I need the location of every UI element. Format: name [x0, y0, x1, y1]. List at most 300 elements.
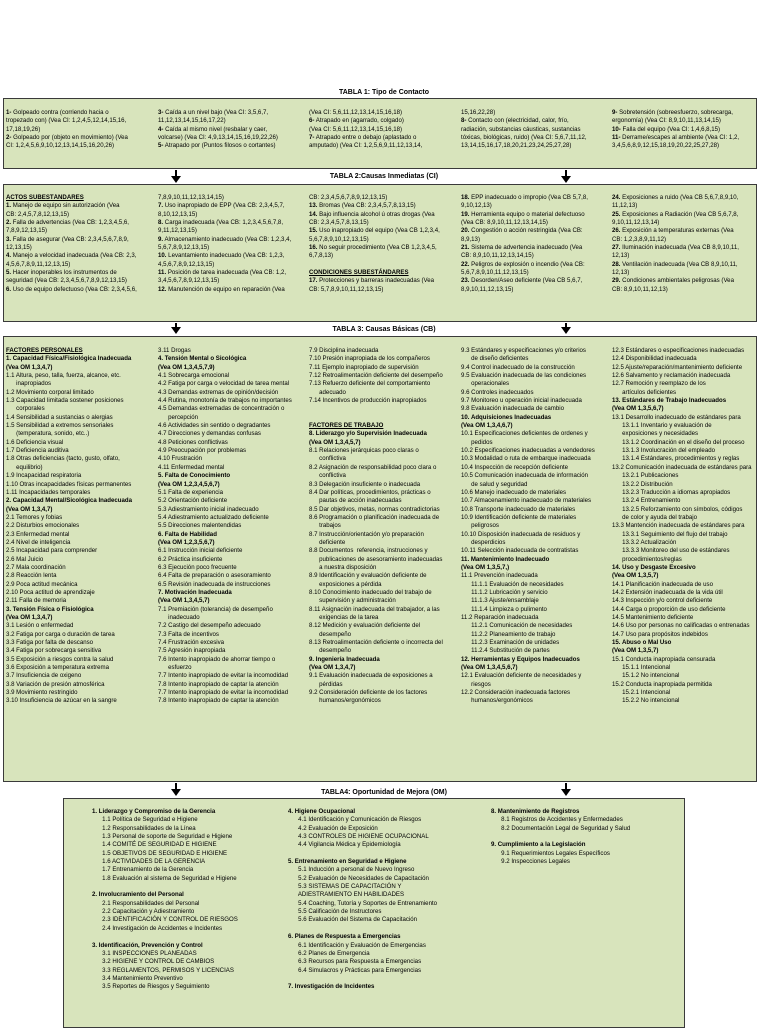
table-line: 13. Estándares de Trabajo Inadecuados	[612, 397, 727, 405]
table-line: supervisión y administración	[309, 597, 396, 605]
table-line: CB: 2,4,5,7,8,12,13,15)	[6, 210, 70, 218]
table-line: (Vea OM 1,3,4,7)	[309, 664, 356, 672]
table-line: 13,14,15,16,17,18,20,21,23,24,25,27,28)	[461, 142, 572, 150]
table-line: 5.3 Adiestramiento inicial inadecuado	[158, 505, 259, 513]
table-line: 15,16,22,28)	[461, 109, 496, 116]
item-number: 21.	[461, 244, 470, 252]
item-number: 22.	[461, 260, 470, 268]
table-line: 1.1 Altura, peso, talla, fuerza, alcance, etc.	[6, 372, 121, 380]
table-line: 7.8 Intento inapropiado de captar la atención	[158, 680, 279, 688]
table-line: a nuestra disposición	[309, 563, 377, 571]
table-line: 4.3 CONTROLES DE HIGIENE OCUPACIONAL	[288, 833, 429, 841]
table-line: 9.5 Evaluación inadecuada de las condiciones	[461, 372, 587, 380]
table-line: 8,9,13)	[461, 235, 480, 243]
item-number: 1.	[6, 202, 12, 210]
item-number: 23.	[461, 277, 470, 285]
table-line: 12,13)	[612, 269, 630, 277]
table-line: 6.4 Simulacros y Prácticas para Emergencias	[288, 966, 422, 974]
table3-col	[461, 347, 611, 706]
item-number: 17.	[309, 277, 318, 285]
table-line: 15.2.1 Intencional	[612, 689, 671, 697]
table-line: ACTOS SUBESTÁNDARES	[6, 194, 84, 201]
table3-title: TABLA 3: Causas Básicas (CB)	[332, 326, 436, 333]
item-number: 9.	[158, 235, 164, 243]
table-line: 8. Liderazgo y/o Supervisión Inadecuada	[309, 430, 427, 438]
item-number: 11.	[158, 269, 167, 277]
table-line: 8.3 Delegación insuficiente o inadecuada	[309, 480, 421, 488]
table-line: 1.10 Otras incapacidades físicas permanentes	[6, 480, 132, 488]
table-line: 3.2 Fatiga por carga o duración de tarea	[6, 630, 115, 638]
table-line: 11.1 Prevención inadecuada	[461, 572, 538, 580]
table-line: 7.7 Intento inapropiado de evitar la incomodidad	[158, 689, 289, 697]
table-line: tóxicas, biológicas, ruido) (Vea CI: 5,6,7,11,12,	[461, 134, 587, 142]
table-line: 4.7 Direcciones y demandas confusas	[158, 430, 261, 438]
table-line: 28. Ventilación inadecuada (Vea CB 8,9,10,11,	[612, 260, 738, 268]
item-number: 14.	[309, 210, 318, 218]
table-line: 11.1.2 Lubricación y servicio	[461, 588, 548, 596]
table-line: 6,7,8,13)	[309, 252, 334, 260]
table-line: conflictiva	[309, 455, 346, 463]
table-line: (Vea OM 1,3,5,7,)	[461, 563, 510, 571]
table-line: 13. Bromas (Vea CB: 2,3,4,5,7,8,13,15)	[309, 202, 416, 210]
table-line: (Vea OM 1,3,4,5,6,7)	[461, 664, 518, 672]
item-number: 1-	[6, 109, 12, 116]
table-line: 4.1 Sobrecarga emocional	[158, 372, 230, 380]
item-number: 6-	[309, 117, 315, 125]
table-line: 5.6 Evaluación del Sistema de Capacitación	[288, 916, 418, 924]
item-number: 6.	[6, 285, 12, 293]
table-line: 1.7 Deficiencia auditiva	[6, 447, 69, 455]
table-line: 13.2.2 Distribución	[612, 480, 673, 488]
table-line: trabajos	[309, 522, 341, 530]
table-line: 19. Herramienta equipo o material defectuoso	[461, 210, 585, 218]
table-line: 4.8 Peticiones conflictivas	[158, 438, 228, 446]
table1-panel	[3, 98, 757, 169]
table-line: exposiciones y necesidades	[612, 430, 699, 438]
table-line: 1.5 OBJETIVOS DE SEGURIDAD E HIGIENE	[92, 849, 228, 857]
table-line: 4,5,6,7,8,9,12,13,15)	[158, 260, 215, 268]
table-line: 16. No seguir procedimiento (Vea CB 1,2,3,4,5,	[309, 244, 437, 252]
table-line: 5. Falta de Conocimiento	[158, 472, 231, 480]
table-line: percepción	[158, 413, 198, 421]
table-line: 27. Iluminación inadecuada (Vea CB 8,9,10,11,	[612, 244, 739, 252]
table-line: 11.1.3 Ajuste/ensamblaje	[461, 597, 539, 605]
table-line: 5.1 Inducción a personal de Nuevo Ingreso	[288, 866, 415, 874]
table-line: 14.1 Planificación inadecuada de uso	[612, 580, 713, 588]
table4-col	[92, 808, 288, 992]
table-line: 7.4 Frustración excesiva	[158, 639, 225, 647]
table-line: 13.1.1 Inventario y evaluación de	[612, 422, 712, 430]
item-number: 9-	[612, 109, 618, 116]
table-line: (Vea OM 1,3,4,7)	[6, 363, 53, 371]
table-line: 13.1.4 Estándares, procedimientos y reglas	[612, 455, 740, 463]
table-line: volcarse) (Vea CI: 4,9,13,14,15,16,19,22,26)	[158, 134, 278, 142]
item-number: 18.	[461, 194, 470, 201]
table-line: 9- Sobretensión (sobreesfuerzo, sobrecarga,	[612, 109, 733, 116]
table-line: 3.3 Fatiga por falta de descanso	[6, 639, 94, 647]
table-line: 1.1 Política de Seguridad e Higiene	[92, 816, 198, 824]
table-line: equilibrio)	[6, 463, 43, 471]
table-line: 7.1 Premiación (tolerancia) de desempeño	[158, 605, 273, 613]
table-line: publicaciones de asesoramiento inadecuadas	[309, 555, 443, 563]
table-line: 4.2 Evaluación de Exposición	[288, 824, 378, 832]
table-line: 10.10 Disposición inadecuada de residuos y	[461, 530, 581, 538]
table-line: 5.5 Direcciones malentendidas	[158, 522, 242, 530]
table-line: ADIESTRAMIENTO EN HABILIDADES	[288, 891, 405, 899]
table-line: 13.1 Desarrollo inadecuado de estándares para	[612, 413, 741, 421]
table-line: 11.2.4 Substitución de partes	[461, 647, 550, 655]
table-line: 4- Caída al mismo nivel (resbalar y caer,	[158, 125, 268, 133]
table-line: exposiciones a pérdida	[309, 580, 382, 588]
table-line: 15. Uso inapropiado del equipo (Vea CB 1,2,3,4,	[309, 227, 440, 235]
table-line: 1.6 Deficiencia visual	[6, 438, 64, 446]
table1-col	[6, 109, 156, 151]
table-line: exigencias de la tarea	[309, 614, 379, 621]
table-line: corporales	[6, 405, 45, 413]
table-line: 4,5,6,7,8,9,11,12,13,15)	[6, 260, 71, 268]
table-line: 5.4 Coaching, Tutoría y Soportes de Entrenamiento	[288, 899, 438, 907]
table-line: 2. Capacidad Mental/Sicológica Inadecuada	[6, 497, 132, 505]
table-line: 13.3.3 Monitoreo del uso de estándares	[612, 547, 730, 555]
table-line: 3.10 Insuficiencia de azúcar en la sangre	[6, 697, 117, 705]
table-line: 9. Almacenamiento inadecuado (Vea CB: 1,2,3,4,	[158, 235, 292, 243]
table-line: 1. Manejo de equipo sin autorización (Vea	[6, 202, 120, 210]
table2-col	[461, 194, 611, 294]
table-line: 9.4 Control inadecuado de la construcción	[461, 363, 575, 371]
table-line: 11. Mantenimiento Inadecuado	[461, 555, 550, 563]
table-line: FACTORES DE TRABAJO	[309, 422, 384, 430]
table-line: 7.11 Ejemplo inapropiado de supervisión	[309, 363, 419, 371]
table-line: 1. Liderazgo y Compromiso de la Gerencia	[92, 808, 216, 815]
table-line: 3- Caída a un nivel bajo (Vea CI: 3,5,6,7,	[158, 109, 269, 116]
table-line: radiación, substancias cáusticas, sustancias	[461, 125, 581, 133]
table-line: 24. Exposiciones a ruido (Vea CB 5,6,7,8,9,10,	[612, 194, 739, 201]
table-line: 9,10,11,12,13,14)	[612, 219, 660, 227]
table-line: 4.5 Demandas extremadas de concentración o	[158, 405, 285, 413]
table-line: 1- Golpeado contra (corriendo hacia o	[6, 109, 109, 116]
table-line: inadecuado	[158, 614, 200, 621]
table-line: 9. Cumplimiento a la Legislación	[491, 841, 586, 849]
table-line: 5,6,7,8,9,10,12,13,15)	[309, 235, 369, 243]
item-number: 8-	[461, 117, 467, 125]
table-line: 11.2.2 Planeamiento de trabajo	[461, 630, 556, 638]
table-line: 1.2 Responsabilidades de la Línea	[92, 824, 196, 832]
table-line: 7.14 Incentivos de producción inapropiados	[309, 397, 427, 405]
table-line: 8.1 Registros de Accidentes y Enfermedades	[491, 816, 623, 824]
table-line: 11- Derrame/escapes al ambiente (Vea CI: 1,2,	[612, 134, 740, 142]
table-line: 2. Involucramiento del Personal	[92, 891, 184, 899]
table-line: 12.3 Estándares o especificaciones inadecuadas	[612, 347, 745, 354]
table-line: 20. Congestión o acción restringida (Vea CB:	[461, 227, 583, 235]
table-line: 3.6 Exposición a temperatura extrema	[6, 664, 109, 672]
table-line	[288, 975, 488, 983]
table-line: 14.3 Inspección y/o control deficiente	[612, 597, 713, 605]
table-line: 2.9 Poca actitud mecánica	[6, 580, 78, 588]
table-line: 5.1 Falta de experiencia	[158, 488, 224, 496]
table-line: 3.8 Variación de presión atmosférica	[6, 680, 105, 688]
table-line: (Vea OM 1,3,5,7)	[612, 572, 659, 580]
table-line: 12,13)	[612, 252, 630, 260]
table-line: 10.11 Selección inadecuada de contratistas	[461, 547, 579, 555]
item-number: 4.	[6, 252, 12, 260]
table-line: 6.3 Ejecución poco frecuente	[158, 563, 237, 571]
table-line: 10.6 Manejo inadecuado de materiales	[461, 488, 567, 496]
table3-col	[158, 347, 308, 706]
table-line: 14. Uso y Desgaste Excesivo	[612, 563, 696, 571]
table-line: 26. Exposición a temperaturas externas (Vea	[612, 227, 734, 235]
table-line: 4. Higiene Ocupacional	[288, 808, 356, 815]
table4-col	[491, 808, 681, 866]
table-line: 1.3 Capacidad limitada sostener posiciones	[6, 397, 124, 405]
table-line: 11.1.1 Evaluación de necesidades	[461, 580, 564, 588]
table-line: 8.2 Documentación Legal de Seguridad y Salud	[491, 824, 631, 832]
table-line: 3.1 Lesión o enfermedad	[6, 622, 74, 630]
table-line: 11,12,13)	[612, 202, 638, 210]
table-line: pautas de acción inadecuadas	[309, 497, 402, 505]
table-line: CB: 2,3,4,5,7,8,13,15)	[309, 219, 369, 227]
table-line: 14.5 Mantenimiento deficiente	[612, 614, 694, 621]
table-line: 4.9 Preocupación por problemas	[158, 447, 247, 455]
table-line: 9.7 Monitoreo u operación inicial inadecuada	[461, 397, 582, 405]
table-line: humanos/ergonómicos	[309, 697, 381, 705]
table-line: 4.4 Rutina, monotonía de trabajos no importantes	[158, 397, 292, 405]
table-line: 3,4,5,6,7,8,9,12,13,15)	[158, 277, 220, 285]
table-line: 13.2 Comunicación inadecuada de estándares para	[612, 463, 752, 471]
table-line: seguridad (Vea CB: 2,3,4,5,6,7,8,9,12,13,15)	[6, 277, 127, 285]
item-number: 7-	[309, 134, 315, 142]
table-line: 1.11 Incapacidades temporales	[6, 488, 91, 496]
table-line: 3.9 Movimiento restringido	[6, 689, 78, 697]
table-line: (Vea OM 1,3,4,5,7)	[158, 597, 210, 605]
table-line: 2.3 Enfermedad mental	[6, 530, 70, 538]
table-line	[92, 883, 288, 891]
table-line: 8.9 Identificación y evaluación deficiente de	[309, 572, 427, 580]
table-line: amputado) (Vea CI: 1,2,5,6,9,11,12,13,14,	[309, 142, 423, 150]
table-line: 15.2.2 No intencional	[612, 697, 680, 705]
table-line: 8.1 Relaciones jerárquicas poco claras o	[309, 447, 419, 455]
table-line: 7. Motivación Inadecuada	[158, 588, 232, 596]
table-line: 6- Atrapado en (agarrado, colgado)	[309, 117, 404, 125]
table-line: 4.10 Frustración	[158, 455, 203, 463]
table-line: 15.1.1 Intencional	[612, 664, 671, 672]
item-number: 27.	[612, 244, 621, 252]
item-number: 15.	[309, 227, 318, 235]
table-line: ergonomía) (Vea CI: 8,9,10,11,13,14,15)	[612, 117, 721, 125]
table-line: (temperatura, sonido, etc..)	[6, 430, 90, 438]
table-line: 1.9 Incapacidad respiratoria	[6, 472, 82, 480]
table-line: peligrosos	[461, 522, 499, 530]
table-line: (Vea CI: 5,6,11,12,13,14,15,16,18)	[309, 109, 403, 116]
table2-col	[309, 194, 459, 294]
table-line	[288, 925, 488, 933]
table-line: 3,4,5,6,8,9,12,15,18,19,20,22,25,27,28)	[612, 142, 720, 150]
item-number: 7.	[158, 202, 164, 210]
table-line: desempeño	[309, 630, 352, 638]
table-line: 1.8 Otras deficiencias (tacto, gusto, olfato,	[6, 455, 120, 463]
table4-col	[288, 808, 488, 992]
table-line: tropezado con) (Vea CI: 1,2,4,5,12,14,15,16,	[6, 117, 127, 125]
table-line	[92, 933, 288, 941]
table-line: 2.2 Capacitación y Adiestramiento	[92, 908, 195, 916]
item-number: 10-	[612, 125, 621, 133]
table-line: de color y ayuda del trabajo	[612, 513, 698, 521]
table-line: 7. Uso inapropiado de EPP (Vea CB: 2,3,4,5,7,	[158, 202, 285, 210]
table-line: 14.4 Carga o proporción de uso deficiente	[612, 605, 726, 613]
table-line: 15. Abuso o Mal Uso	[612, 639, 672, 647]
table-line: 7,8,9,12,13,15)	[6, 227, 47, 235]
table-line: 12.6 Salvamento y reclamación inadecuada	[612, 372, 731, 380]
table-line: 2.10 Poca actitud de aprendizaje	[6, 588, 95, 596]
table-line: 10.9 Identificación deficiente de materiales	[461, 513, 577, 521]
table-line: 4.1 Identificación y Comunicación de Riesgos	[288, 816, 422, 824]
table-line: 2.6 Mal Juicio	[6, 555, 44, 563]
table-line: 2.1 Responsabilidades del Personal	[92, 899, 200, 907]
table-line: 2.11 Falla de memoria	[6, 597, 67, 605]
table-line: 12.2 Consideración inadecuada factores	[461, 689, 571, 697]
table-line: 8.6 Programación o planificación inadecuada de	[309, 513, 440, 521]
table-line: pedidos	[461, 438, 493, 446]
table-line: 1.5 Sensibilidad a extremos sensoriales	[6, 422, 114, 430]
table-line: 8.10 Conocimiento inadecuado del trabajo de	[309, 588, 432, 596]
table-line: 3.1 INSPECCIONES PLANEADAS	[92, 949, 197, 957]
table-line: artículos deficientes	[612, 388, 677, 396]
table-line: 3.7 Insuficiencia de oxigeno	[6, 672, 82, 680]
table-line: 6.1 Instrucción inicial deficiente	[158, 547, 243, 555]
table-line: 13.3.1 Seguimiento del flujo del trabajo	[612, 530, 728, 538]
table-line: 3.5 Reportes de Riesgos y Seguimiento	[92, 983, 210, 991]
item-number: 28.	[612, 260, 621, 268]
table3-col	[309, 347, 459, 706]
table3-panel	[3, 336, 757, 782]
table-line: 1.8 Evaluación al sistema de Seguridad e Higiene	[92, 874, 237, 882]
table3-col	[6, 347, 156, 706]
table-line: 7.12 Retroalimentación deficiente del desempeño	[309, 372, 443, 380]
table-line: 2.3 IDENTIFICACIÓN Y CONTROL DE RIESGOS	[92, 916, 238, 924]
table-line: 14.6 Uso por personas no calificadas o entrenadas	[612, 622, 750, 630]
table-line: deficiente	[309, 538, 346, 546]
table-line: 12. Manutención de equipo en reparación (Vea	[158, 285, 285, 293]
table-line: 8. Carga inadecuada (Vea CB: 1,2,3,4,5,6,7,8,	[158, 219, 284, 227]
table-line: 10.4 Inspección de recepción deficiente	[461, 463, 569, 471]
table-line: 22. Peligros de explosión o incendio (Vea CB:	[461, 260, 585, 268]
table-line: 7.10 Presión inapropiada de los compañeros	[309, 355, 430, 363]
table-line: 5,6,7,8,9,10,11,12,13,15)	[461, 269, 529, 277]
table-line: (Vea CI: 5,6,11,12,13,14,15,16,18)	[309, 125, 403, 133]
table-line: 9.1 Requerimientos Legales Específicos	[491, 849, 610, 857]
table-line: 6. Uso de equipo defectuoso (Vea CB: 2,3,4,5,6,	[6, 285, 137, 293]
table-line: 5.2 Orientación deficiente	[158, 497, 228, 505]
table-line: 13.2.5 Reforzamiento con símbolos, códigos	[612, 505, 743, 513]
table-line: 2.8 Reacción lenta	[6, 572, 57, 580]
table-line: 4.4 Vigilancia Médica y Epidemiología	[288, 841, 401, 849]
table-line: 3.2 HIGIENE Y CONTROL DE CAMBIOS	[92, 958, 215, 966]
table-line: 5. Hacer inoperables los instrumentos de	[6, 269, 117, 277]
table-line: 13.2.3 Traducción a idiomas apropiados	[612, 488, 731, 496]
table-line: 4. Manejo a velocidad inadecuada (Vea CB: 2,3,	[6, 252, 137, 260]
item-number: 24.	[612, 194, 621, 201]
table-line: 9.8 Evaluación inadecuada de cambio	[461, 405, 564, 413]
item-number: 2-	[6, 134, 12, 142]
table-line: 2.4 Investigación de Accidentes e Incidentes	[92, 924, 223, 932]
table-line: 13.3 Mantención inadecuada de estándares para	[612, 522, 745, 530]
table-line: (Vea CB: 8,9,10,11,12,13,14,15)	[461, 219, 548, 227]
table1-col	[461, 109, 611, 151]
table-line: 3.4 Mantenimiento Preventivo	[92, 974, 183, 982]
table-line: 2.5 Incapacidad para comprender	[6, 547, 98, 555]
table-line: 3.3 REGLAMENTOS, PERMISOS Y LICENCIAS	[92, 966, 234, 974]
table-line: 8.11 Asignación inadecuada del trabajador, a las	[309, 605, 440, 613]
table-line	[309, 261, 459, 269]
table-line: (Vea OM 1,3,4,5,7,9)	[158, 363, 215, 371]
item-number: 10.	[158, 252, 167, 260]
item-number: 3-	[158, 109, 164, 116]
table-line: 1.3 Personal de soporte de Seguridad e Higiene	[92, 833, 233, 841]
table-line: 1. Capacidad Física/Fisiológica Inadecuada	[6, 355, 132, 363]
table-line: desempeño	[309, 647, 352, 655]
table-line: 1.2 Movimiento corporal limitado	[6, 388, 94, 396]
item-number: 2.	[6, 219, 12, 227]
table-line: 10.8 Transporte inadecuado de materiales	[461, 505, 576, 513]
item-number: 26.	[612, 227, 621, 235]
table-line: esfuerzo	[158, 664, 192, 672]
table-line: 9.2 Inspecciones Legales	[491, 858, 570, 866]
table-line: 7.3 Falta de incentivos	[158, 630, 219, 638]
table-line: 12.1 Evaluación deficiente de necesidades y	[461, 672, 582, 680]
item-number: 20.	[461, 227, 470, 235]
table-line: conflictiva	[309, 472, 346, 480]
table-line: 10.1 Especificaciones deficientes de ordenes y	[461, 430, 588, 438]
table-line: 8.13 Retroalimentación deficiente o incorrecta del	[309, 639, 443, 647]
item-number: 8.	[158, 219, 164, 227]
table-line: 11. Posición de tarea inadecuada (Vea CB: 1,2,	[158, 269, 287, 277]
table-line: 9.2 Consideración deficiente de los factores	[309, 689, 428, 697]
table-line: CB: 8,9,10,11,12,13)	[612, 285, 668, 293]
table-line: pérdidas	[309, 680, 343, 688]
table-line: 8- Contacto con (electricidad, calor, frío,	[461, 117, 569, 125]
table1-col	[309, 109, 459, 151]
item-number: 25.	[612, 210, 621, 218]
table-line: 2.1 Temores y fobias	[6, 513, 63, 521]
table-line: 7,8,9,10,11,12,13,14,15)	[158, 194, 224, 201]
table-line: inapropiados	[6, 380, 52, 388]
item-number: 11-	[612, 134, 621, 142]
table-line: 10.3 Modalidad o ruta de embarque inadecuada	[461, 455, 591, 463]
table-line: 10.5 Comunicación inadecuada de información	[461, 472, 589, 480]
table-line: 4. Tensión Mental o Sicológica	[158, 355, 247, 363]
table-line: 17. Protecciones y barreras inadecuadas (Vea	[309, 277, 435, 285]
table-line: 8,9,10,11,12,13,15)	[461, 285, 514, 293]
table-line: 13.1.2 Coordinación en el diseño del proceso	[612, 438, 745, 446]
table-line: 5- Atrapado por (Puntos filosos o cortantes)	[158, 142, 276, 150]
table-line: 8.7 Instrucción/orientación y/o preparación	[309, 530, 424, 538]
table-line: 6.2 Práctica insuficiente	[158, 555, 223, 563]
table-line: 4.3 Demandas extremas de opinión/decisión	[158, 388, 279, 396]
item-number: 19.	[461, 210, 470, 218]
table-line: 12.5 Ajuste/reparación/mantenimiento deficiente	[612, 363, 743, 371]
table-line: 2.4 Nivel de inteligencia	[6, 538, 71, 546]
table-line: procedimientos/reglas	[612, 555, 682, 563]
table-line: 9. Ingeniería Inadecuada	[309, 655, 380, 663]
table-line: 18. EPP inadecuado o impropio (Vea CB 5,7,8,	[461, 194, 588, 201]
table-line: 7.5 Agresión inapropiada	[158, 647, 226, 655]
table1-col	[158, 109, 308, 151]
table-line: 7.9 Disciplina inadecuada	[309, 347, 379, 354]
table-line: 23. Desorden/Aseo deficiente (Vea CB 5,6,7,	[461, 277, 583, 285]
table-line: 10.2 Especificaciones inadecuadas a vendedores	[461, 447, 595, 455]
table-line: 13.2.4 Entrenamiento	[612, 497, 681, 505]
item-number: 3.	[6, 235, 12, 243]
table-line: 5.5 Calificación de Instructores	[288, 908, 382, 916]
